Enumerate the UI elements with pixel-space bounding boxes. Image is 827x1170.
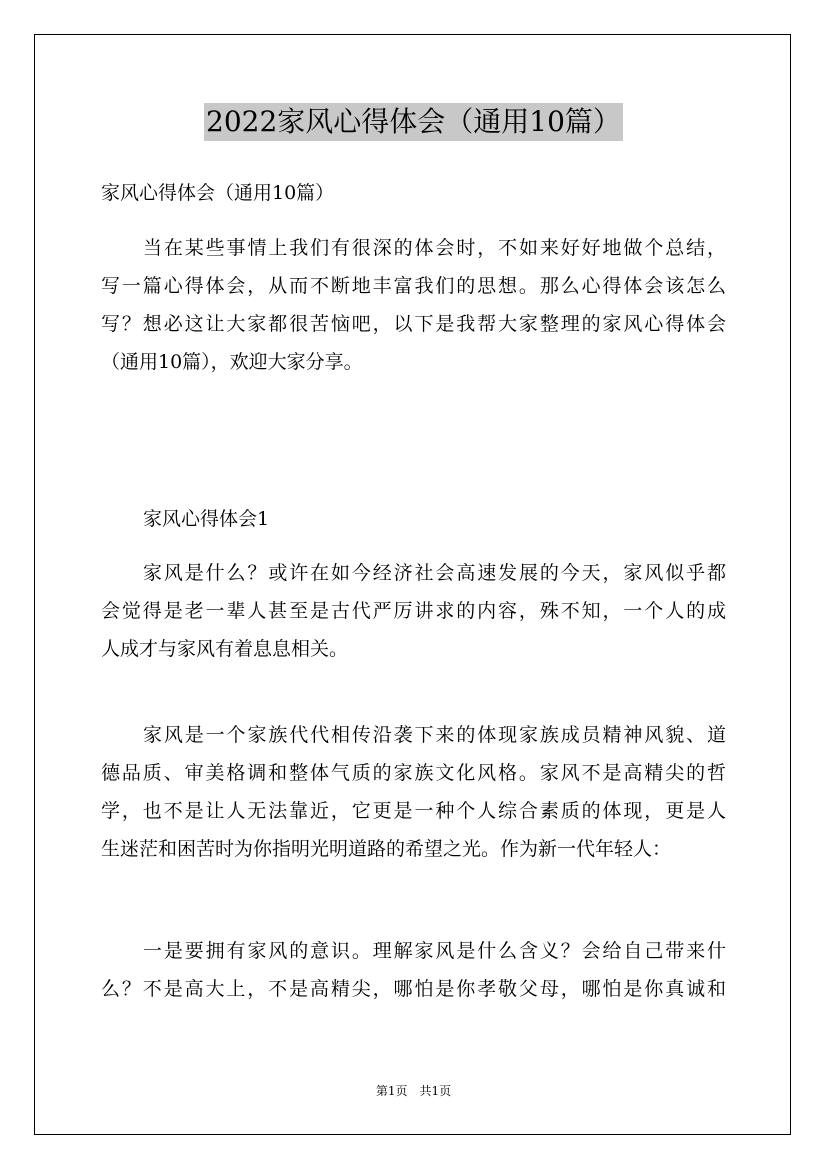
section-heading-text: 家风心得体会1 [143, 508, 270, 530]
paragraph-3 [101, 932, 726, 1008]
paragraph-line: 生迷茫和困苦时为你指明光明道路的希望之光。作为新一代年轻人： [101, 838, 672, 860]
paragraph-line: 学，也不是让人无法靠近，它更是一种个人综合素质的体现，更是人 [101, 800, 726, 822]
intro-paragraph [101, 229, 726, 381]
paragraph-line: （通用10篇），欢迎大家分享。 [101, 351, 363, 373]
title-container [0, 103, 827, 141]
paragraph-line: 写一篇心得体会，从而不断地丰富我们的思想。那么心得体会该怎么 [101, 275, 726, 297]
document-title: 2022家风心得体会（通用10篇） [204, 103, 623, 141]
paragraph-2 [101, 716, 726, 868]
paragraph-line: 家风是什么？或许在如今经济社会高速发展的今天，家风似乎都 [143, 562, 726, 584]
page-footer [0, 1082, 827, 1099]
document-subtitle [101, 174, 726, 212]
paragraph-line: 人成才与家风有着息息相关。 [101, 638, 349, 660]
paragraph-1 [101, 554, 726, 668]
section-heading [101, 500, 726, 538]
paragraph-line: 一是要拥有家风的意识。理解家风是什么含义？会给自己带来什 [143, 940, 726, 962]
subtitle-text: 家风心得体会（通用10篇） [101, 182, 335, 204]
paragraph-line: 家风是一个家族代代相传沿袭下来的体现家族成员精神风貌、道 [143, 724, 726, 746]
page-number: 第1页 共1页 [375, 1084, 452, 1098]
paragraph-line: 写？想必这让大家都很苦恼吧，以下是我帮大家整理的家风心得体会 [101, 313, 726, 335]
paragraph-line: 会觉得是老一辈人甚至是古代严厉讲求的内容，殊不知，一个人的成 [101, 600, 726, 622]
paragraph-line: 当在某些事情上我们有很深的体会时，不如来好好地做个总结， [143, 237, 726, 259]
paragraph-line: 德品质、审美格调和整体气质的家族文化风格。家风不是高精尖的哲 [101, 762, 726, 784]
paragraph-line: 么？不是高大上，不是高精尖，哪怕是你孝敬父母，哪怕是你真诚和 [101, 978, 726, 1000]
